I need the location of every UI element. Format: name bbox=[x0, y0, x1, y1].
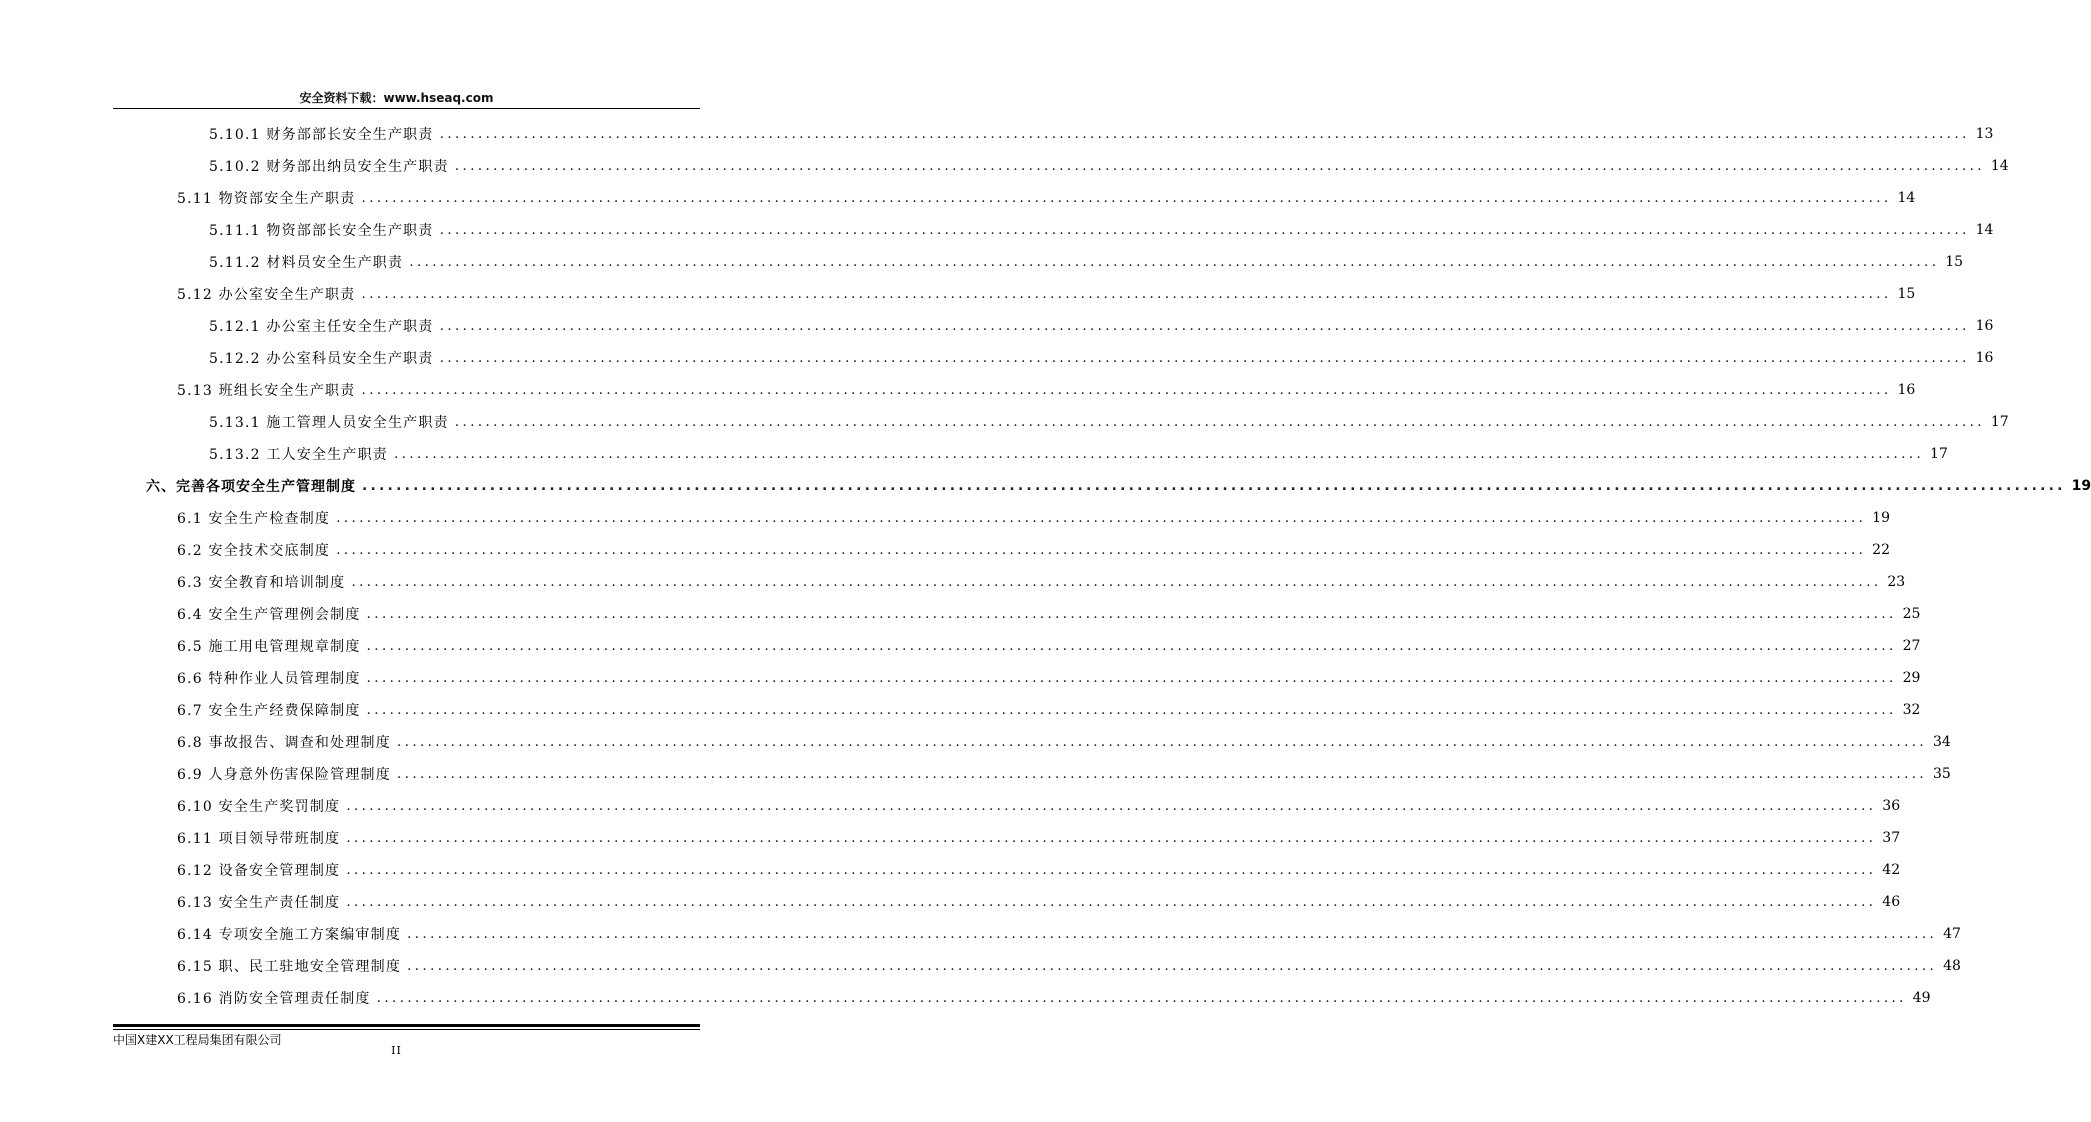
toc-entry-label: 5.10.2 财务部出纳员安全生产职责 bbox=[209, 159, 449, 175]
toc-entry-page: 49 bbox=[1912, 990, 1931, 1006]
toc-entry[interactable] bbox=[177, 950, 1961, 982]
toc-entry-label: 6.10 安全生产奖罚制度 bbox=[177, 799, 341, 815]
toc-leader-dots: ........................................................................................................................................................................................................ bbox=[361, 286, 1892, 302]
header-divider bbox=[113, 108, 700, 109]
toc-entry[interactable] bbox=[177, 822, 1901, 854]
toc-entry[interactable] bbox=[177, 886, 1901, 918]
toc-entry-page: 32 bbox=[1902, 702, 1921, 718]
toc-entry-label: 6.15 职、民工驻地安全管理制度 bbox=[177, 959, 402, 975]
toc-entry-page: 15 bbox=[1945, 254, 1964, 270]
toc-entry[interactable] bbox=[209, 150, 2009, 182]
toc-entry[interactable] bbox=[177, 854, 1901, 886]
toc-entry-label: 6.14 专项安全施工方案编审制度 bbox=[177, 927, 402, 943]
toc-leader-dots: ........................................................................................................................................................................................................ bbox=[454, 158, 1985, 174]
toc-entry-label: 5.11.2 材料员安全生产职责 bbox=[209, 255, 404, 271]
toc-entry-page: 35 bbox=[1932, 766, 1951, 782]
toc-leader-dots: ........................................................................................................................................................................................................ bbox=[346, 862, 1877, 878]
toc-entry-page: 48 bbox=[1943, 958, 1961, 974]
toc-entry-label: 6.6 特种作业人员管理制度 bbox=[177, 671, 361, 687]
toc-leader-dots: ........................................................................................................................................................................................................ bbox=[407, 958, 1938, 974]
toc-leader-dots: ........................................................................................................................................................................................................ bbox=[346, 798, 1877, 814]
toc-entry[interactable] bbox=[209, 246, 1964, 278]
toc-entry[interactable] bbox=[177, 694, 1921, 726]
toc-leader-dots: ........................................................................................................................................................................................................ bbox=[376, 990, 1907, 1006]
toc-entry[interactable] bbox=[209, 118, 1994, 150]
toc-leader-dots: ........................................................................................................................................................................................................ bbox=[439, 318, 1970, 334]
toc-leader-dots: ........................................................................................................................................................................................................ bbox=[366, 606, 1897, 622]
toc-entry[interactable] bbox=[209, 214, 1994, 246]
toc-entry[interactable] bbox=[177, 374, 1916, 406]
toc-entry-label: 5.13.1 施工管理人员安全生产职责 bbox=[209, 415, 449, 431]
toc-entry-page: 46 bbox=[1882, 894, 1901, 910]
toc-entry-label: 6.9 人身意外伤害保险管理制度 bbox=[177, 767, 391, 783]
toc-leader-dots: ........................................................................................................................................................................................................ bbox=[393, 446, 1925, 462]
toc-entry[interactable] bbox=[177, 982, 1931, 1014]
toc-entry-page: 17 bbox=[1990, 414, 2009, 430]
toc-leader-dots: ........................................................................................................................................................................................................ bbox=[454, 414, 1985, 430]
toc-entry[interactable] bbox=[177, 726, 1951, 758]
toc-entry[interactable] bbox=[177, 662, 1921, 694]
toc-entry-label: 6.13 安全生产责任制度 bbox=[177, 895, 341, 911]
toc-leader-dots: ........................................................................................................................................................................................................ bbox=[439, 222, 1970, 238]
toc-entry-page: 47 bbox=[1943, 926, 1961, 942]
toc-leader-dots: ........................................................................................................................................................................................................ bbox=[366, 638, 1897, 654]
toc-entry-page: 27 bbox=[1902, 638, 1921, 654]
toc-entry-page: 25 bbox=[1902, 606, 1921, 622]
toc-entry-page: 36 bbox=[1882, 798, 1901, 814]
toc-entry-label: 5.13.2 工人安全生产职责 bbox=[209, 447, 388, 463]
toc-leader-dots: ........................................................................................................................................................................................................ bbox=[439, 350, 1970, 366]
toc-entry[interactable] bbox=[177, 918, 1961, 950]
toc-entry-label: 6.4 安全生产管理例会制度 bbox=[177, 607, 361, 623]
toc-leader-dots: ........................................................................................................................................................................................................ bbox=[366, 702, 1897, 718]
toc-entry-label: 5.10.1 财务部部长安全生产职责 bbox=[209, 127, 434, 143]
toc-entry-page: 16 bbox=[1975, 350, 1994, 366]
toc-entry[interactable] bbox=[209, 406, 2009, 438]
toc-entry-label: 5.12.2 办公室科员安全生产职责 bbox=[209, 351, 434, 367]
toc-entry-page: 42 bbox=[1882, 862, 1901, 878]
toc-leader-dots: ........................................................................................................................................................................................................ bbox=[362, 478, 2066, 494]
toc-entry[interactable] bbox=[209, 342, 1994, 374]
toc-entry-page: 16 bbox=[1975, 318, 1994, 334]
toc-entry[interactable] bbox=[177, 630, 1921, 662]
toc-entry[interactable] bbox=[177, 502, 1890, 534]
footer-divider-thin bbox=[113, 1029, 700, 1030]
toc-entry-label: 6.12 设备安全管理制度 bbox=[177, 863, 341, 879]
toc-entry-page: 34 bbox=[1932, 734, 1951, 750]
toc-entry-label: 6.5 施工用电管理规章制度 bbox=[177, 639, 361, 655]
toc-leader-dots: ........................................................................................................................................................................................................ bbox=[409, 254, 1940, 270]
toc-entry-label: 六、完善各项安全生产管理制度 bbox=[146, 479, 356, 495]
toc-leader-dots: ........................................................................................................................................................................................................ bbox=[346, 830, 1877, 846]
footer-company: 中国X建XX工程局集团有限公司 bbox=[113, 1033, 282, 1047]
toc-entry-page: 37 bbox=[1882, 830, 1901, 846]
toc-entry-label: 6.2 安全技术交底制度 bbox=[177, 543, 331, 559]
toc-entry-page: 16 bbox=[1897, 382, 1916, 398]
toc-entry-label: 5.12 办公室安全生产职责 bbox=[177, 287, 356, 303]
toc-leader-dots: ........................................................................................................................................................................................................ bbox=[407, 926, 1938, 942]
toc-entry[interactable] bbox=[177, 566, 1906, 598]
toc-entry[interactable] bbox=[177, 534, 1890, 566]
page-number: II bbox=[391, 1044, 402, 1057]
toc-entry-page: 14 bbox=[1990, 158, 2009, 174]
toc-leader-dots: ........................................................................................................................................................................................................ bbox=[336, 510, 1867, 526]
toc-entry-label: 6.3 安全教育和培训制度 bbox=[177, 575, 346, 591]
toc-entry-page: 29 bbox=[1902, 670, 1921, 686]
toc-entry-label: 6.7 安全生产经费保障制度 bbox=[177, 703, 361, 719]
toc-entry-page: 14 bbox=[1975, 222, 1994, 238]
toc-entry-page: 14 bbox=[1897, 190, 1916, 206]
toc-entry[interactable] bbox=[209, 438, 1948, 470]
toc-entry[interactable] bbox=[177, 278, 1916, 310]
toc-entry-label: 5.11 物资部安全生产职责 bbox=[177, 191, 356, 207]
toc-leader-dots: ........................................................................................................................................................................................................ bbox=[361, 382, 1892, 398]
toc-entry[interactable] bbox=[177, 598, 1921, 630]
toc-entry-page: 17 bbox=[1930, 446, 1948, 462]
toc-leader-dots: ........................................................................................................................................................................................................ bbox=[396, 766, 1927, 782]
toc-leader-dots: ........................................................................................................................................................................................................ bbox=[346, 894, 1877, 910]
header-text: 安全资料下载：www.hseaq.com bbox=[299, 91, 494, 105]
toc-entry-page: 23 bbox=[1887, 574, 1906, 590]
toc-entry-label: 6.8 事故报告、调查和处理制度 bbox=[177, 735, 391, 751]
toc-entry-page: 15 bbox=[1897, 286, 1916, 302]
toc-leader-dots: ........................................................................................................................................................................................................ bbox=[366, 670, 1897, 686]
toc-leader-dots: ........................................................................................................................................................................................................ bbox=[439, 126, 1970, 142]
toc-entry[interactable] bbox=[177, 758, 1951, 790]
toc-entry[interactable] bbox=[146, 470, 2091, 502]
toc-leader-dots: ........................................................................................................................................................................................................ bbox=[351, 574, 1882, 590]
toc-leader-dots: ........................................................................................................................................................................................................ bbox=[361, 190, 1892, 206]
toc-entry-page: 22 bbox=[1872, 542, 1890, 558]
toc-entry-page: 19 bbox=[1872, 510, 1890, 526]
toc-entry[interactable] bbox=[209, 310, 1994, 342]
toc-entry-label: 6.16 消防安全管理责任制度 bbox=[177, 991, 371, 1007]
toc-entry-label: 5.12.1 办公室主任安全生产职责 bbox=[209, 319, 434, 335]
toc-entry-page: 19 bbox=[2071, 478, 2091, 494]
toc-entry[interactable] bbox=[177, 790, 1901, 822]
toc-entry-label: 5.13 班组长安全生产职责 bbox=[177, 383, 356, 399]
toc-entry-label: 5.11.1 物资部部长安全生产职责 bbox=[209, 223, 434, 239]
footer-divider-thick bbox=[113, 1024, 700, 1027]
toc-entry-label: 6.11 项目领导带班制度 bbox=[177, 831, 341, 847]
toc-entry-label: 6.1 安全生产检查制度 bbox=[177, 511, 331, 527]
toc-entry[interactable] bbox=[177, 182, 1916, 214]
toc-entry-page: 13 bbox=[1975, 126, 1994, 142]
toc-leader-dots: ........................................................................................................................................................................................................ bbox=[396, 734, 1927, 750]
toc-leader-dots: ........................................................................................................................................................................................................ bbox=[336, 542, 1867, 558]
